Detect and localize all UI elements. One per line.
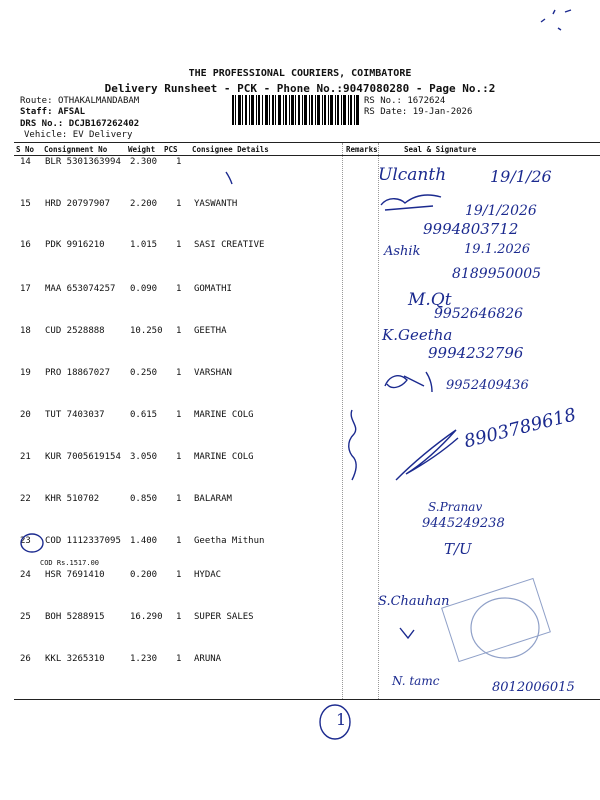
phone-row-19: 9952409436 [446,378,529,393]
vehicle-line: Vehicle: EV Delivery [24,130,133,140]
row-consignment-no: BLR 5301363994 [45,157,121,167]
row-pcs: 1 [176,368,182,378]
row-consignment-no: KKL 3265310 [45,654,105,664]
header-bottom-rule [14,155,600,156]
vehicle-value: EV Delivery [72,130,133,140]
row-sno: 15 [20,199,31,209]
row-pcs: 1 [176,612,182,622]
drs-line: DRS No.: DCJB167262402 [20,119,140,129]
page-number-mark: 1 [336,710,347,729]
staff-line: Staff: AFSAL [20,107,86,117]
runsheet-subtitle: Delivery Runsheet - PCK - Phone No.:9047080280 - Page No.:2 [104,82,496,95]
phone-row-17: 9952646826 [434,306,524,322]
row-pcs: 1 [176,570,182,580]
row-consignee: HYDAC [194,570,222,580]
row-pcs: 1 [176,494,182,504]
row-pcs: 1 [176,452,182,462]
row-consignment-no: HSR 7691410 [45,570,105,580]
row-weight: 0.200 [130,570,158,580]
route-line: Route: OTHAKALMANDABAM [20,96,140,106]
row-consignee: MARINE COLG [194,410,254,420]
signature-row-16: Ashik [384,244,421,259]
route-value: OTHAKALMANDABAM [57,96,140,106]
col-consignee: Consignee Details [192,145,269,154]
row-weight: 1.015 [130,240,158,250]
row-pcs: 1 [176,654,182,664]
col-consignment: Consignment No [44,145,108,154]
row-sno: 23 [20,536,31,546]
col-remarks: Remarks [346,145,378,154]
date-row-14: 19/1/26 [490,167,552,186]
row-consignee: ARUNA [194,654,222,664]
col-pcs: PCS [164,145,178,154]
corner-scribble [541,10,571,30]
row-consignee: GEETHA [194,326,227,336]
row-consignment-no: PRO 18867027 [45,368,111,378]
row-sno: 14 [20,157,31,167]
row-pcs: 1 [176,410,182,420]
col-seal: Seal & Signature [404,145,477,154]
phone-row-15: 9994803712 [423,220,519,238]
signature-row-22: S.Pranav [428,500,483,514]
signature-row-17: M.Qt [408,290,452,310]
row-pcs: 1 [176,536,182,546]
barcode-image [232,95,360,125]
col-sno: S No [16,145,35,154]
table-row [0,452,600,492]
row-sno: 17 [20,284,31,294]
row-consignment-no: KUR 7005619154 [45,452,121,462]
row-sno: 20 [20,410,31,420]
drs-value: DCJB167262402 [68,119,140,129]
row-sno: 21 [20,452,31,462]
row-consignee: GOMATHI [194,284,232,294]
row-consignee: SASI CREATIVE [194,240,265,250]
cod-amount-note: COD Rs.1517.00 [40,559,100,567]
row-sno: 24 [20,570,31,580]
row-weight: 2.200 [130,199,158,209]
table-top-rule [14,142,600,143]
row-weight: 10.250 [130,326,163,336]
table-row [0,570,600,610]
row-weight: 16.290 [130,612,163,622]
rs-no-value: 1672624 [407,96,446,106]
row-sno: 22 [20,494,31,504]
phone-row-22: 9445249238 [422,516,505,531]
row-consignee: SUPER SALES [194,612,254,622]
row-pcs: 1 [176,157,182,167]
table-row [0,612,600,652]
row-consignment-no: HRD 20797907 [45,199,111,209]
row-pcs: 1 [176,240,182,250]
phone-row-21: 8903789618 [462,404,579,453]
phone-row-26: 8012006015 [492,680,575,695]
row-consignment-no: BOH 5288915 [45,612,105,622]
row-consignee: BALARAM [194,494,232,504]
row-pcs: 1 [176,284,182,294]
row-weight: 3.050 [130,452,158,462]
row-consignment-no: MAA 653074257 [45,284,116,294]
row-sno: 18 [20,326,31,336]
row-sno: 25 [20,612,31,622]
signature-row-25: S.Chauhan [378,594,450,609]
table-bottom-rule [14,699,600,700]
row-sno: 16 [20,240,31,250]
row-weight: 0.850 [130,494,158,504]
row-consignment-no: KHR 510702 [45,494,100,504]
signature-row-14: Ulcanth [378,165,447,185]
mark-row-23: T/U [444,540,472,558]
rs-date-value: 19-Jan-2026 [412,107,473,117]
row-weight: 0.250 [130,368,158,378]
row-consignee: YASWANTH [194,199,238,209]
row-consignee: MARINE COLG [194,452,254,462]
row-weight: 0.090 [130,284,158,294]
date-row-16: 19.1.2026 [464,242,531,257]
row-weight: 1.400 [130,536,158,546]
table-row [0,494,600,534]
staff-value: AFSAL [57,107,86,117]
row-consignment-no: TUT 7403037 [45,410,105,420]
signature-row-26: N. tamc [392,674,440,688]
row-consignment-no: COD 1112337095 [45,536,121,546]
rs-date-line: RS Date: 19-Jan-2026 [364,107,473,117]
row-pcs: 1 [176,326,182,336]
row-pcs: 1 [176,199,182,209]
row-consignment-no: CUD 2528888 [45,326,105,336]
rs-no-line: RS No.: 1672624 [364,96,446,106]
row-consignee: Geetha Mithun [194,536,265,546]
row-weight: 0.615 [130,410,158,420]
row-consignment-no: PDK 9916210 [45,240,105,250]
row-weight: 1.230 [130,654,158,664]
col-weight: Weight [128,145,156,154]
phone-row-18: 9994232796 [428,344,524,362]
phone-row-16: 8189950005 [452,266,542,282]
row-sno: 19 [20,368,31,378]
company-title: THE PROFESSIONAL COURIERS, COIMBATORE [188,68,412,79]
row-weight: 2.300 [130,157,158,167]
row-consignee: VARSHAN [194,368,232,378]
row-sno: 26 [20,654,31,664]
date-row-15: 19/1/2026 [465,203,537,219]
signature-row-18: K.Geetha [382,326,453,344]
